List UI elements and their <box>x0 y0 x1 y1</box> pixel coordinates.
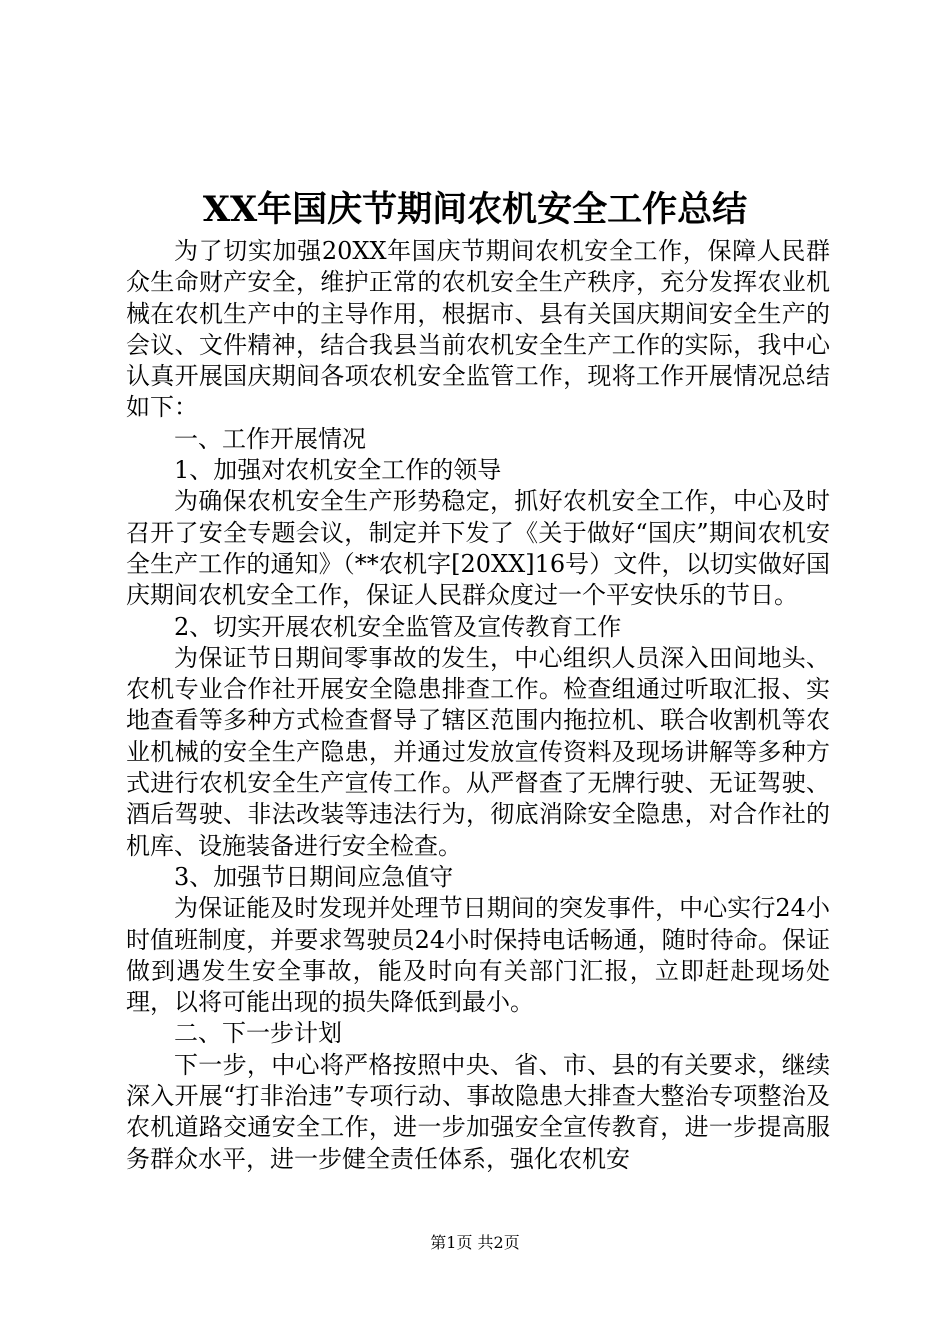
paragraph-3: 为保证能及时发现并处理节日期间的突发事件，中心实行24小时值班制度，并要求驾驶员24小时保持电话畅通，随时待命。保证做到遇发生安全事故，能及时向有关部门汇报，立即赶赴现场处理，以将可能出现的损失降低到最小。 <box>126 894 830 1017</box>
document-body <box>126 236 830 1175</box>
document-title: XX年国庆节期间农机安全工作总结 <box>202 189 748 230</box>
subheading-3: 3、加强节日期间应急值守 <box>174 862 454 891</box>
paragraph-intro: 为了切实加强20XX年国庆节期间农机安全工作，保障人民群众生命财产安全，维护正常的农机安全生产秩序，充分发挥农业机械在农机生产中的主导作用，根据市、县有关国庆期间安全生产的会议、文件精神，结合我县当前农机安全生产工作的实际，我中心认真开展国庆期间各项农机安全监管工作，现将工作开展情况总结如下： <box>126 237 830 422</box>
section-heading-1: 一、工作开展情况 <box>174 424 366 453</box>
paragraph-4: 下一步，中心将严格按照中央、省、市、县的有关要求，继续深入开展“打非治违”专项行动、事故隐患大排查大整治专项整治及农机道路交通安全工作，进一步加强安全宣传教育，进一步提高服务群众水平，进一步健全责任体系，强化农机安 <box>126 1050 830 1173</box>
section-heading-2: 二、下一步计划 <box>174 1019 342 1048</box>
subheading-2: 2、切实开展农机安全监管及宣传教育工作 <box>174 612 622 641</box>
page-footer: 第1页 共2页 <box>430 1233 520 1252</box>
paragraph-1: 为确保农机安全生产形势稳定，抓好农机安全工作，中心及时召开了安全专题会议，制定并下发了《关于做好“国庆”期间农机安全生产工作的通知》（**农机字[20XX]16号）文件，以切实做好国庆期间农机安全工作，保证人民群众度过一个平安快乐的节日。 <box>126 487 830 610</box>
subheading-1: 1、加强对农机安全工作的领导 <box>174 456 502 485</box>
paragraph-2: 为保证节日期间零事故的发生，中心组织人员深入田间地头、农机专业合作社开展安全隐患排查工作。检查组通过听取汇报、实地查看等多种方式检查督导了辖区范围内拖拉机、联合收割机等农业机械的安全生产隐患，并通过发放宣传资料及现场讲解等多种方式进行农机安全生产宣传工作。从严督查了无牌行驶、无证驾驶、酒后驾驶、非法改装等违法行为，彻底消除安全隐患，对合作社的机库、设施装备进行安全检查。 <box>126 643 830 860</box>
